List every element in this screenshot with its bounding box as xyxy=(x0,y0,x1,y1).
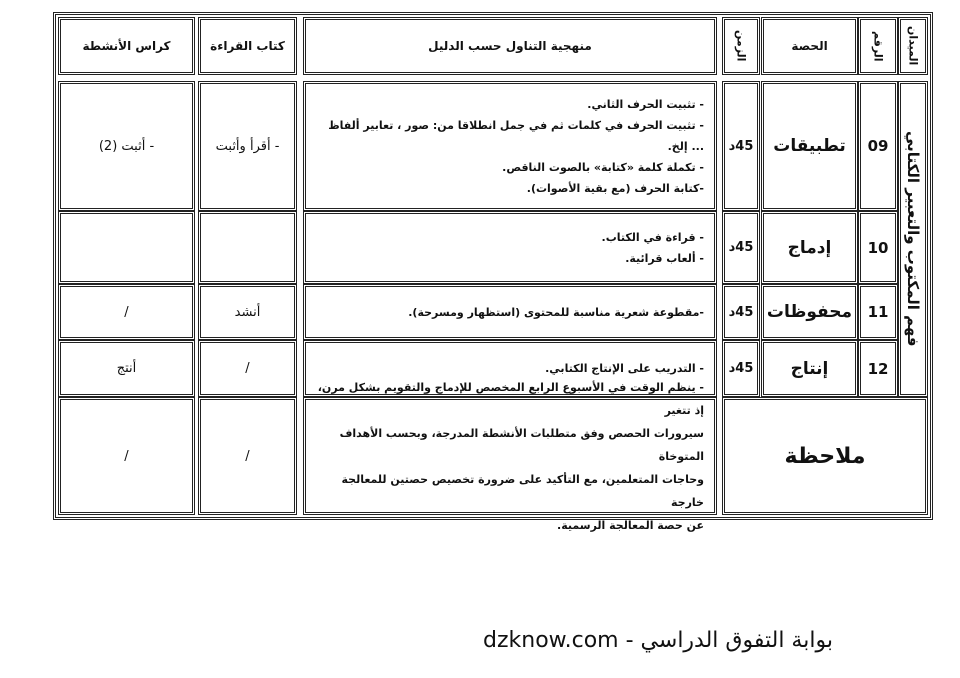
row-09-methodology xyxy=(303,81,717,211)
row-10-activity-notebook xyxy=(58,211,195,284)
row-11-reading-book: أنشد xyxy=(198,284,297,340)
row-11-activity-notebook: / xyxy=(58,284,195,340)
row-12-number: 12 xyxy=(858,340,898,397)
header-domain: الميدان xyxy=(898,17,928,75)
row-12-session: إنتاج xyxy=(761,340,858,397)
methodology-item: - تثبيت الحرف الثاني. xyxy=(587,97,704,111)
row-12-activity-notebook: أنتج xyxy=(58,340,195,397)
header-time: الزمن xyxy=(722,17,760,75)
row-10-number: 10 xyxy=(858,211,898,284)
row-09-activity-notebook: - أثبت (2) xyxy=(58,81,195,211)
row-09-number: 09 xyxy=(858,81,898,211)
note-line: وحاجات المتعلمين، مع التأكيد على ضرورة تخصيص حصتين للمعالجة خارجة xyxy=(341,472,704,509)
note-reading-book: / xyxy=(198,397,297,515)
note-line: عن حصة المعالجة الرسمية. xyxy=(557,518,704,532)
note-label: ملاحظة xyxy=(722,397,928,515)
methodology-item: - التدريب على الإنتاج الكتابي. xyxy=(545,362,704,375)
header-session: الحصة xyxy=(761,17,858,75)
methodology-item: -كتابة الحرف (مع بقية الأصوات). xyxy=(526,181,704,195)
row-11-session: محفوظات xyxy=(761,284,858,340)
row-11-methodology xyxy=(303,284,717,340)
row-11-duration: 45د xyxy=(722,284,760,340)
row-09-duration: 45د xyxy=(722,81,760,211)
row-11-number: 11 xyxy=(858,284,898,340)
header-reading-book: كتاب القراءة xyxy=(198,17,297,75)
header-number: الرقم xyxy=(858,17,898,75)
note-text xyxy=(303,380,717,532)
row-10-session: إدماج xyxy=(761,211,858,284)
methodology-item: -مقطوعة شعرية مناسبة للمحتوى (استظهار ومسرحة). xyxy=(408,305,704,319)
row-12-duration: 45د xyxy=(722,340,760,397)
methodology-item: - ألعاب قرائية. xyxy=(625,251,704,265)
header-activity-notebook: كراس الأنشطة xyxy=(58,17,195,75)
row-09-session: تطبيقات xyxy=(761,81,858,211)
row-10-duration: 45د xyxy=(722,211,760,284)
methodology-item: - قراءة في الكتاب. xyxy=(601,230,704,244)
header-methodology: منهجية التناول حسب الدليل xyxy=(303,17,717,75)
methodology-item: - تثبيت الحرف في كلمات ثم في جمل انطلاقا من: صور ، تعابير ألفاظ ... إلخ. xyxy=(328,118,704,153)
domain-cell: فهم المكتوب والتعبير الكتابي xyxy=(898,81,928,397)
row-12-reading-book: / xyxy=(198,340,297,397)
methodology-item: - تكملة كلمة «كتابة» بالصوت الناقص. xyxy=(502,160,704,174)
row-10-reading-book xyxy=(198,211,297,284)
note-activity-notebook: / xyxy=(58,397,195,515)
row-10-methodology xyxy=(303,211,717,284)
note-line: - ينظم الوقت في الأسبوع الرابع المخصص للإدماج والتقويم بشكل مرن، إذ تتغير xyxy=(317,380,704,417)
row-09-reading-book: - أقرأ وأثبت xyxy=(198,81,297,211)
site-footer: dzknow.com - بوابة التفوق الدراسي xyxy=(483,628,833,653)
note-line: سيرورات الحصص وفق متطلبات الأنشطة المدرجة، وبحسب الأهداف المتوخاة xyxy=(339,426,704,463)
